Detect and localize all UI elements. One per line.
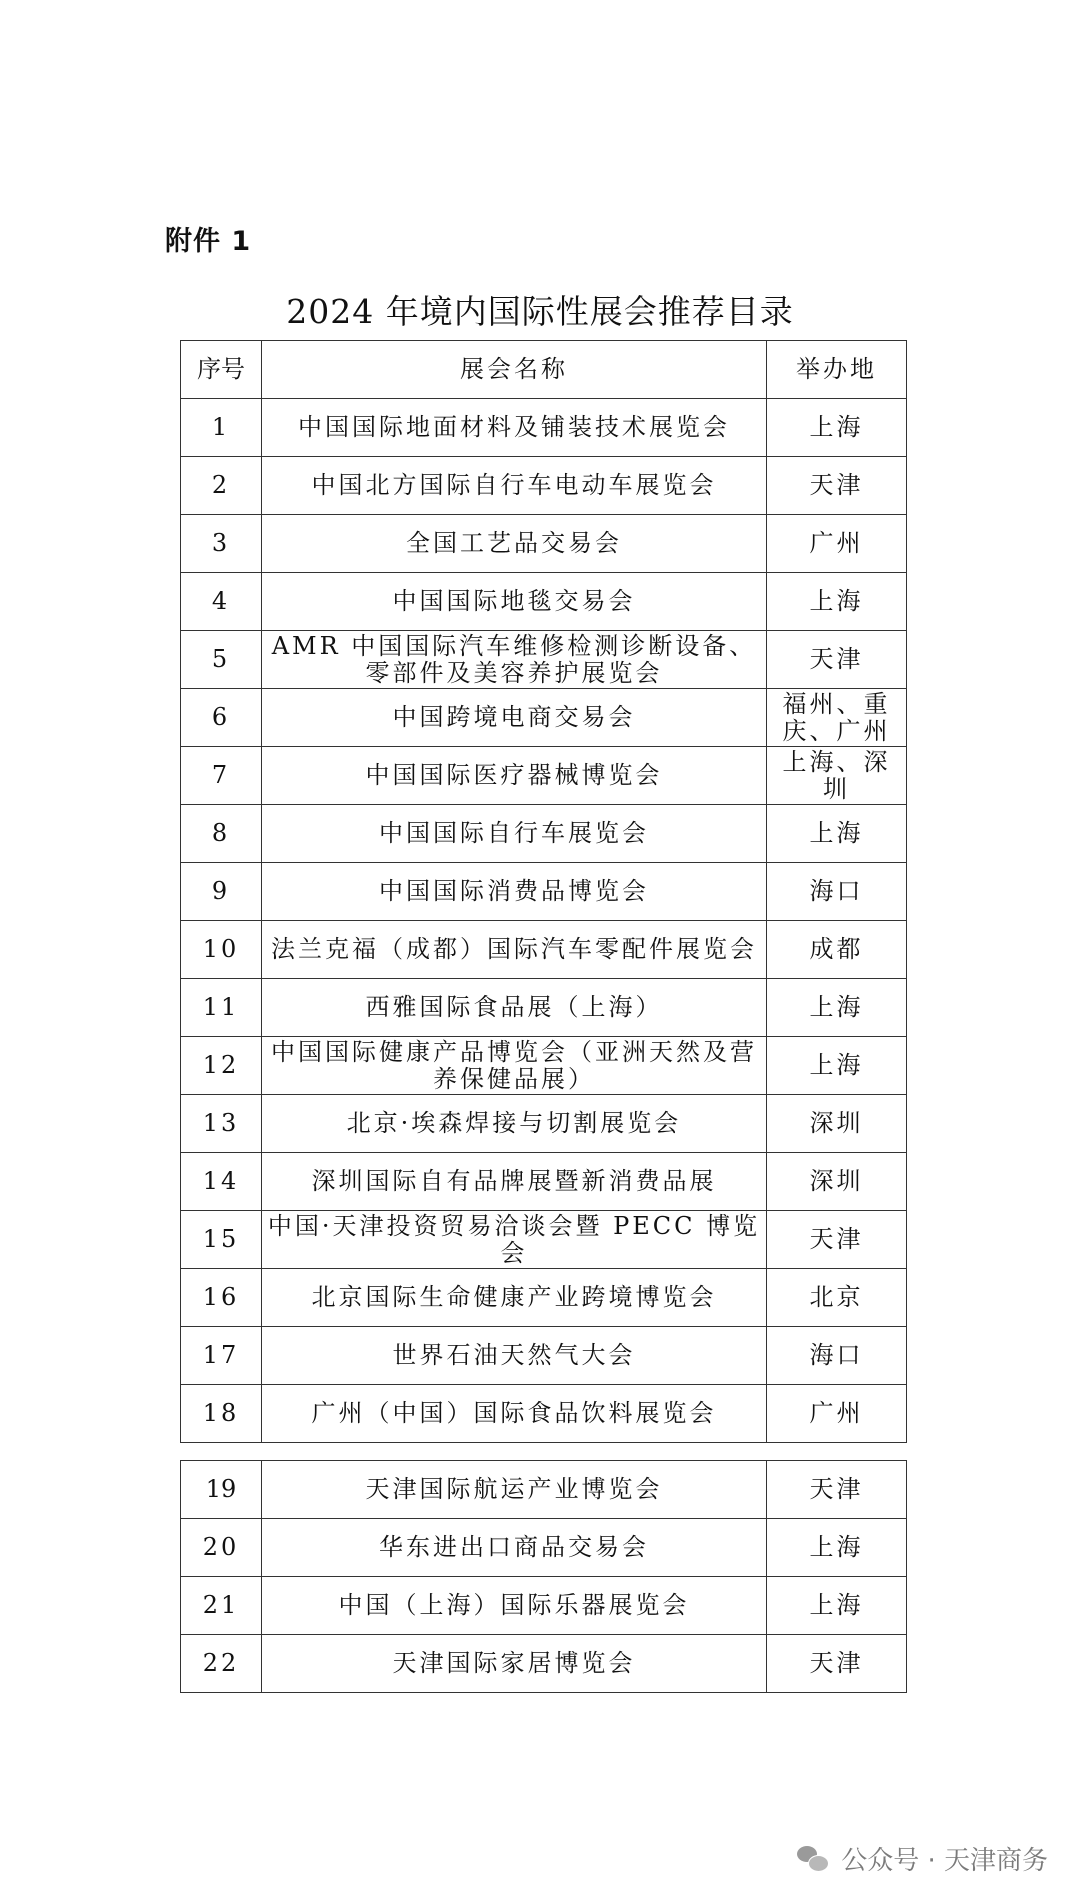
table-row [181,921,907,979]
exhibition-name: 中国国际自行车展览会 [262,805,767,863]
host-city: 上海、深圳 [767,747,907,805]
table-row [181,1327,907,1385]
row-number: 16 [181,1269,262,1327]
host-city: 深圳 [767,1153,907,1211]
host-city: 上海 [767,805,907,863]
exhibition-name: 广州（中国）国际食品饮料展览会 [262,1385,767,1443]
row-number: 3 [181,515,262,573]
table-row [181,399,907,457]
row-number: 5 [181,631,262,689]
wechat-icon [797,1846,829,1872]
host-city: 天津 [767,1461,907,1519]
row-number: 15 [181,1211,262,1269]
attachment-label: 附件 1 [165,226,252,257]
row-number: 22 [181,1635,262,1693]
table-row [181,1269,907,1327]
column-header-name: 展会名称 [262,341,767,399]
exhibition-name: 中国国际消费品博览会 [262,863,767,921]
exhibition-name: 深圳国际自有品牌展暨新消费品展 [262,1153,767,1211]
row-number: 12 [181,1037,262,1095]
row-number: 7 [181,747,262,805]
exhibition-name: 天津国际航运产业博览会 [262,1461,767,1519]
table-row [181,1095,907,1153]
exhibition-name: 世界石油天然气大会 [262,1327,767,1385]
host-city: 成都 [767,921,907,979]
table-row [181,1635,907,1693]
row-number: 19 [181,1461,262,1519]
host-city: 广州 [767,1385,907,1443]
host-city: 广州 [767,515,907,573]
table-row [181,515,907,573]
table-row [181,1577,907,1635]
row-number: 10 [181,921,262,979]
table-row [181,1037,907,1095]
row-number: 6 [181,689,262,747]
host-city: 上海 [767,573,907,631]
exhibition-name: 北京·埃森焊接与切割展览会 [262,1095,767,1153]
host-city: 天津 [767,631,907,689]
host-city: 上海 [767,1577,907,1635]
host-city: 上海 [767,399,907,457]
row-number: 14 [181,1153,262,1211]
exhibition-name: 北京国际生命健康产业跨境博览会 [262,1269,767,1327]
host-city: 天津 [767,1211,907,1269]
table-row [181,1519,907,1577]
exhibition-name: 中国·天津投资贸易洽谈会暨 PECC 博览会 [262,1211,767,1269]
exhibition-name: 西雅国际食品展（上海） [262,979,767,1037]
watermark [797,1840,1048,1877]
table-row [181,979,907,1037]
row-number: 18 [181,1385,262,1443]
row-number: 1 [181,399,262,457]
table-row [181,1211,907,1269]
table-header-row [181,341,907,399]
exhibition-name: 中国跨境电商交易会 [262,689,767,747]
host-city: 天津 [767,457,907,515]
table-row [181,457,907,515]
host-city: 上海 [767,1519,907,1577]
exhibition-name: 华东进出口商品交易会 [262,1519,767,1577]
table-row [181,573,907,631]
exhibition-table-part2 [180,1460,907,1693]
host-city: 深圳 [767,1095,907,1153]
table-row [181,1461,907,1519]
exhibition-table-part1 [180,340,907,1443]
host-city: 海口 [767,1327,907,1385]
table-row [181,1385,907,1443]
row-number: 20 [181,1519,262,1577]
column-header-number: 序号 [181,341,262,399]
table-row [181,689,907,747]
table-row [181,631,907,689]
row-number: 13 [181,1095,262,1153]
table-row [181,1153,907,1211]
host-city: 上海 [767,1037,907,1095]
column-header-city: 举办地 [767,341,907,399]
host-city: 海口 [767,863,907,921]
table-row [181,805,907,863]
watermark-text: 公众号 · 天津商务 [841,1846,1048,1876]
host-city: 北京 [767,1269,907,1327]
exhibition-name: 中国北方国际自行车电动车展览会 [262,457,767,515]
exhibition-name: 天津国际家居博览会 [262,1635,767,1693]
document-title: 2024 年境内国际性展会推荐目录 [286,292,794,331]
row-number: 17 [181,1327,262,1385]
table-row [181,747,907,805]
host-city: 上海 [767,979,907,1037]
exhibition-name: 全国工艺品交易会 [262,515,767,573]
row-number: 8 [181,805,262,863]
exhibition-name: 中国国际医疗器械博览会 [262,747,767,805]
exhibition-name: 中国国际地面材料及铺装技术展览会 [262,399,767,457]
row-number: 11 [181,979,262,1037]
row-number: 4 [181,573,262,631]
row-number: 2 [181,457,262,515]
exhibition-name: 中国（上海）国际乐器展览会 [262,1577,767,1635]
host-city: 福州、重庆、广州 [767,689,907,747]
exhibition-name: 中国国际健康产品博览会（亚洲天然及营养保健品展） [262,1037,767,1095]
exhibition-name: AMR 中国国际汽车维修检测诊断设备、零部件及美容养护展览会 [262,631,767,689]
row-number: 9 [181,863,262,921]
exhibition-name: 中国国际地毯交易会 [262,573,767,631]
exhibition-name: 法兰克福（成都）国际汽车零配件展览会 [262,921,767,979]
host-city: 天津 [767,1635,907,1693]
table-row [181,863,907,921]
row-number: 21 [181,1577,262,1635]
